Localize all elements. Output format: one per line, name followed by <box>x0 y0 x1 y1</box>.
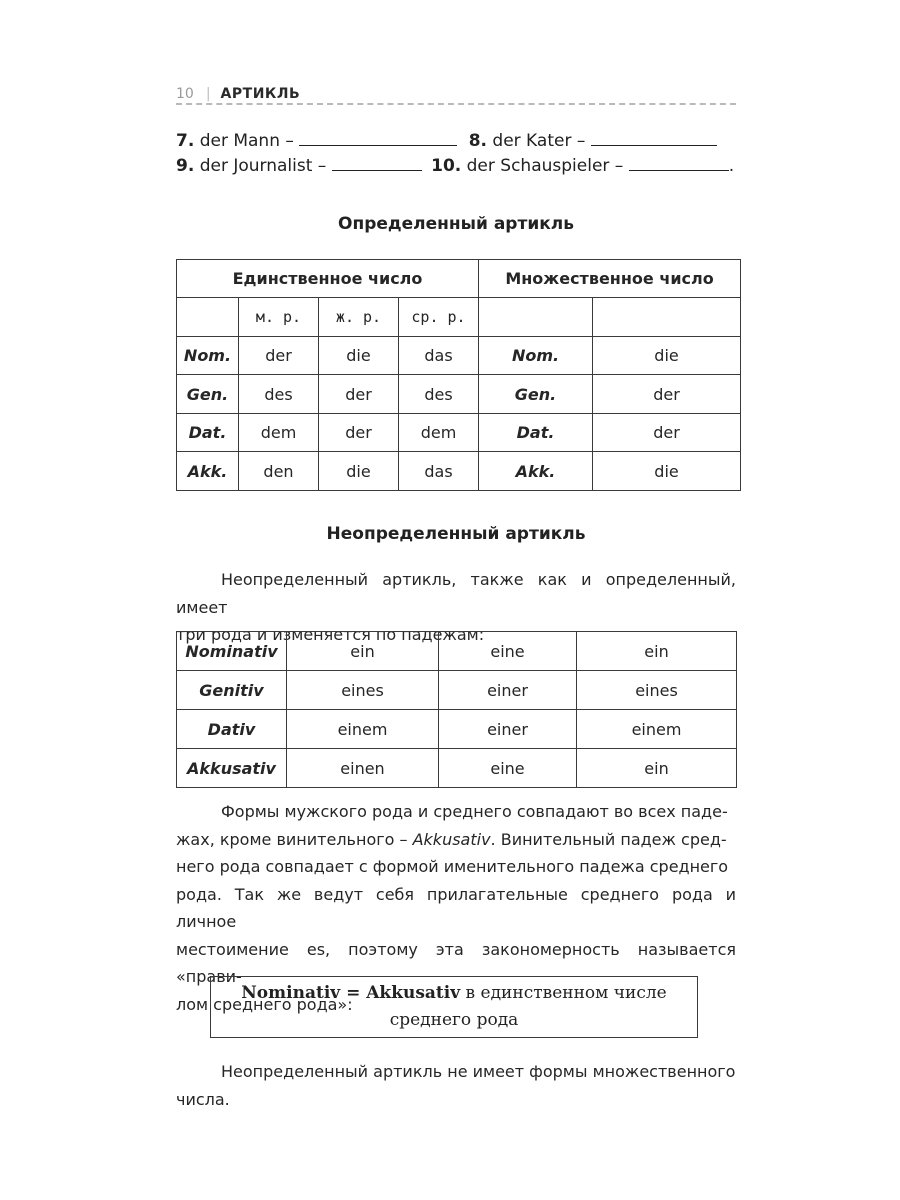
gender-neuter: ср. р. <box>399 298 479 337</box>
closing-paragraph <box>176 1058 736 1113</box>
answer-blank[interactable] <box>299 130 457 146</box>
gender-row <box>177 298 741 337</box>
table-row <box>177 749 737 788</box>
gender-masculine: м. р. <box>239 298 319 337</box>
case-label: Dat. <box>479 414 593 452</box>
rule-text: в единственном числе <box>460 983 667 1003</box>
case-label: Dativ <box>177 710 287 749</box>
article-cell: einer <box>439 671 577 710</box>
case-label: Akk. <box>177 452 239 491</box>
article-cell: der <box>319 375 399 414</box>
term-akkusativ: Akkusativ <box>412 829 491 849</box>
article-cell: ein <box>577 749 737 788</box>
exercise-number: 9. <box>176 156 195 176</box>
page-number: 10 <box>176 86 194 102</box>
rule-text: среднего рода <box>389 1010 519 1030</box>
case-label: Dat. <box>177 414 239 452</box>
article-cell: ein <box>577 632 737 671</box>
neuter-rule-box <box>210 976 698 1038</box>
case-label: Nom. <box>479 337 593 375</box>
article-cell: der <box>593 375 741 414</box>
empty-cell <box>593 298 741 337</box>
empty-cell <box>479 298 593 337</box>
gender-feminine: ж. р. <box>319 298 399 337</box>
case-label: Genitiv <box>177 671 287 710</box>
singular-header: Единственное число <box>177 260 479 298</box>
article-cell: der <box>593 414 741 452</box>
text-line: Неопределенный артикль не имеет формы множественного <box>221 1062 736 1081</box>
exercise-word: der Journalist – <box>199 156 327 176</box>
case-label: Akk. <box>479 452 593 491</box>
article-cell: das <box>399 452 479 491</box>
table-row <box>177 452 741 491</box>
exercise-number: 10. <box>431 156 462 176</box>
intro-line: Неопределенный артикль, также как и определенный, имеет <box>176 570 736 617</box>
header-separator: | <box>205 86 211 102</box>
article-cell: eine <box>439 749 577 788</box>
article-cell: einen <box>287 749 439 788</box>
table-row <box>177 337 741 375</box>
case-label: Gen. <box>479 375 593 414</box>
exercise-word: der Kater – <box>492 131 586 151</box>
article-cell: einem <box>577 710 737 749</box>
article-cell: des <box>239 375 319 414</box>
article-cell: die <box>319 337 399 375</box>
article-cell: einem <box>287 710 439 749</box>
article-cell: der <box>319 414 399 452</box>
running-header <box>176 84 736 104</box>
case-label: Gen. <box>177 375 239 414</box>
article-cell: dem <box>399 414 479 452</box>
answer-blank[interactable] <box>591 130 717 146</box>
article-cell: ein <box>287 632 439 671</box>
article-cell: die <box>593 337 741 375</box>
intro-line: три рода и изменяется по падежам: <box>176 625 485 644</box>
answer-blank[interactable] <box>629 155 729 171</box>
definite-article-title: Определенный артикль <box>338 214 574 234</box>
table-row <box>177 375 741 414</box>
answer-blank[interactable] <box>332 155 422 171</box>
case-label: Akkusativ <box>177 749 287 788</box>
exercise-number: 7. <box>176 131 195 151</box>
text-line: него рода совпадает с формой именительного падежа среднего <box>176 857 729 876</box>
plural-header: Множественное число <box>479 260 741 298</box>
rule-formula: Nominativ = Akkusativ <box>241 983 461 1003</box>
article-cell: eine <box>439 632 577 671</box>
table-row <box>177 710 737 749</box>
article-cell: eines <box>287 671 439 710</box>
article-cell: die <box>319 452 399 491</box>
indefinite-article-title: Неопределенный артикль <box>326 524 586 544</box>
text-line: местоимение es, поэтому эта закономерность называется «прави- <box>176 939 736 986</box>
exercise-line-2 <box>176 155 734 177</box>
end-punctuation: . <box>728 156 735 176</box>
article-cell: den <box>239 452 319 491</box>
empty-cell <box>177 298 239 337</box>
text-line: рода. Так же ведут себя прилагательные среднего рода и личное <box>176 884 736 931</box>
table-row <box>177 632 737 671</box>
case-label: Nom. <box>177 337 239 375</box>
table-row <box>177 414 741 452</box>
article-cell: dem <box>239 414 319 452</box>
text-line: жах, кроме винительного – <box>176 829 413 849</box>
article-cell: die <box>593 452 741 491</box>
text-line: числа. <box>176 1089 230 1109</box>
exercise-word: der Schauspieler – <box>466 156 624 176</box>
article-cell: das <box>399 337 479 375</box>
exercise-number: 8. <box>468 131 487 151</box>
article-cell: des <box>399 375 479 414</box>
header-dashed-rule <box>176 103 736 105</box>
article-cell: eines <box>577 671 737 710</box>
exercise-word: der Mann – <box>199 131 294 151</box>
table-row <box>177 671 737 710</box>
article-cell: einer <box>439 710 577 749</box>
text-line: . Винительный падеж сред- <box>490 829 727 849</box>
case-label: Nominativ <box>177 632 287 671</box>
indefinite-article-table <box>176 631 737 788</box>
article-cell: der <box>239 337 319 375</box>
definite-article-table <box>176 259 741 491</box>
table-header-row <box>177 260 741 298</box>
section-name: АРТИКЛЬ <box>220 86 301 102</box>
text-line: Формы мужского рода и среднего совпадают во всех паде- <box>221 802 728 821</box>
text-line: лом среднего рода»: <box>176 994 353 1014</box>
exercise-line-1 <box>176 130 717 152</box>
